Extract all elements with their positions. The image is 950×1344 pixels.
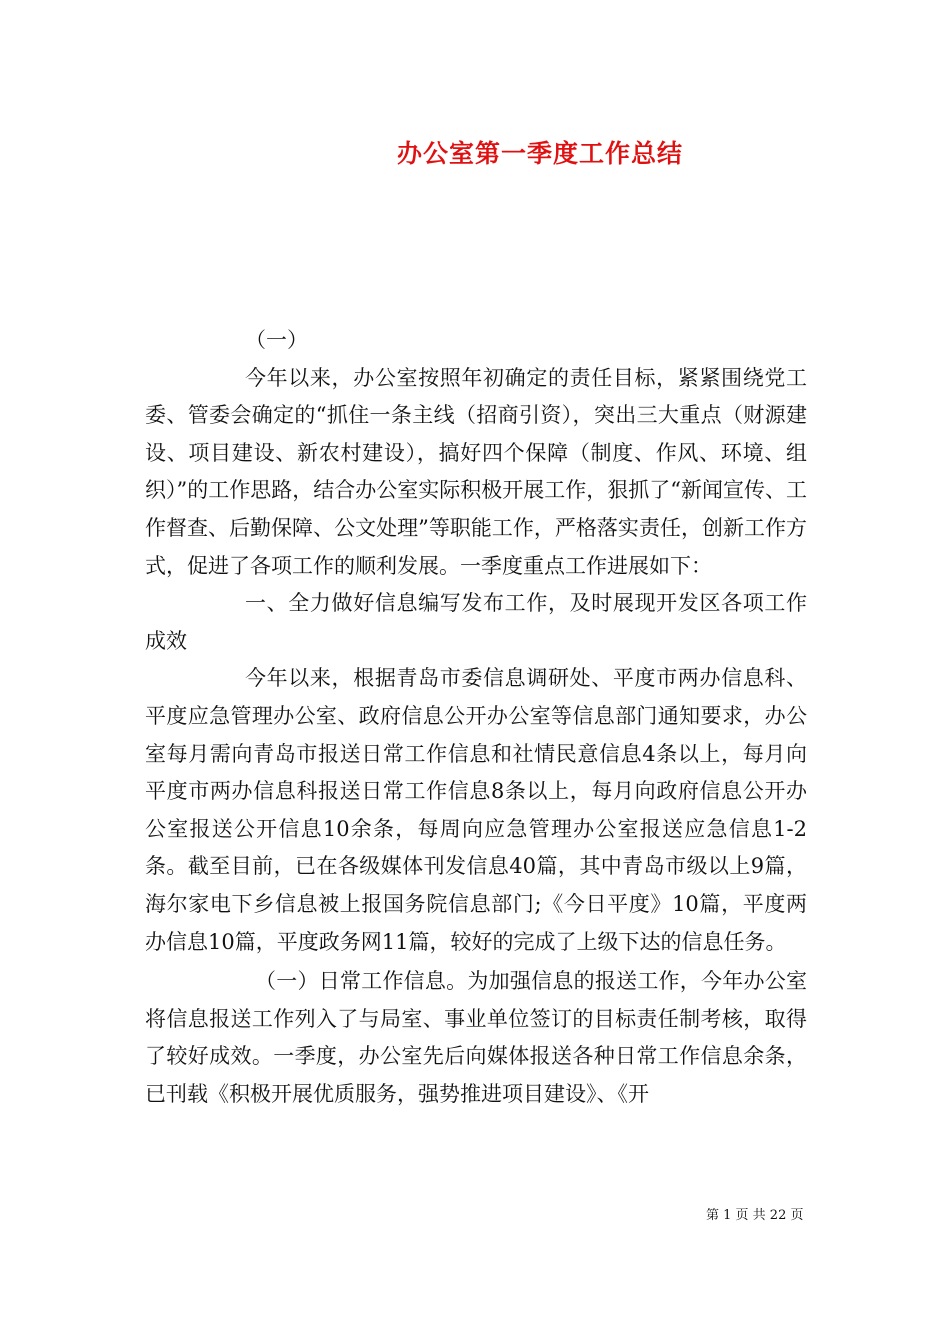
paragraph-info-work: 今年以来，根据青岛市委信息调研处、平度市两办信息科、平度应急管理办公室、政府信息公开办公室等信息部门通知要求，办公室每月需向青岛市报送日常工作信息和社情民意信息4条以上，每月向平度市两办信息科报送日常工作信息8条以上，每月向政府信息公开办公室报送公开信息10余条，每周向应急管理办公室报送应急信息1-2条。截至目前，已在各级媒体刊发信息40篇，其中青岛市级以上9篇，海尔家电下乡信息被上报国务院信息部门;《今日平度》10篇，平度两办信息10篇，平度政务网11篇，较好的完成了上级下达的信息任务。 (145, 666, 807, 954)
document-body (145, 322, 807, 1113)
paragraph-daily-info: （一）日常工作信息。为加强信息的报送工作，今年办公室将信息报送工作列入了与局室、事业单位签订的目标责任制考核，取得了较好成效。一季度，办公室先后向媒体报送各种日常工作信息余条，已刊载《积极开展优质服务，强势推进项目建设》、《开 (145, 969, 807, 1106)
page-number-footer: 第 1 页 共 22 页 (706, 1208, 804, 1223)
paragraph-section-marker: （一） (245, 328, 308, 352)
document-title: 办公室第一季度工作总结 (396, 139, 683, 168)
paragraph-intro: 今年以来，办公室按照年初确定的责任目标，紧紧围绕党工委、管委会确定的“抓住一条主线（招商引资），突出三大重点（财源建设、项目建设、新农村建设），搞好四个保障（制度、作风、环境、组织）”的工作思路，结合办公室实际积极开展工作，狠抓了“新闻宣传、工作督查、后勤保障、公文处理”等职能工作，严格落实责任，创新工作方式，促进了各项工作的顺利发展。一季度重点工作进展如下： (145, 365, 807, 578)
paragraph-heading-one: 一、全力做好信息编写发布工作，及时展现开发区各项工作成效 (145, 591, 807, 653)
